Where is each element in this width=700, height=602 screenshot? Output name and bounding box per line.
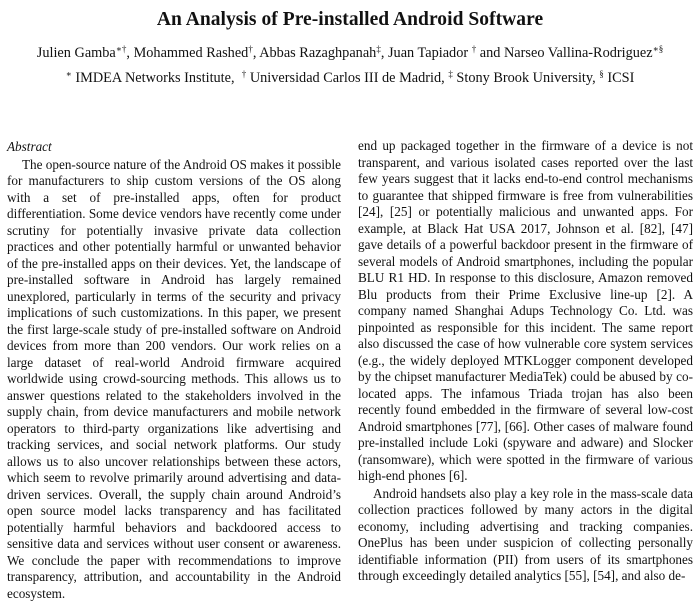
author: Abbas Razaghpanah‡, <box>259 45 388 61</box>
affiliation: § ICSI <box>599 70 634 86</box>
abstract-paragraph: The open-source nature of the Android OS makes it possible for manufacturers to ship custom versions of the OS along with a set of pre-installed apps, often for product differentiation. Some device vendors have recently come under scrutiny for potentially invasive private data collection practices and other potentially harmful or unwanted behavior of the pre-installed apps on their devices. Yet, the landscape of pre-installed software in Android has largely remained unexplored, particularly in terms of the security and privacy implications of such customizations. In this paper, we present the first large-scale study of pre-installed software on Android devices from more than 200 vendors. Our work relies on a large dataset of real-world Android firmware acquired worldwide using crowd-sourcing methods. This allows us to answer questions related to the stakeholders involved in the supply chain, from device manufacturers and mobile network operators to third-party organizations like advertising and tracking services, and social network platforms. Our study allows us to also uncover relationships between these actors, which seem to revolve primarily around advertising and data-driven services. Overall, the supply chain around Android’s open source model lacks transparency and has facilitated potentially harmful behaviors and backdoored access to sensitive data and services without user consent or awareness. We conclude the paper with recommendations to improve transparency, attribution, and accountability in the Android ecosystem. <box>7 157 341 602</box>
left-column <box>7 139 341 602</box>
affiliation-list <box>0 70 700 87</box>
author: Juan Tapiador † and <box>388 45 504 61</box>
paper-title: An Analysis of Pre-installed Android Software <box>0 9 700 31</box>
right-column <box>358 138 693 585</box>
affiliation: ∗ IMDEA Networks Institute, <box>66 70 235 86</box>
author: Julien Gamba∗†, <box>37 45 134 61</box>
author: Mohammed Rashed†, <box>134 45 260 61</box>
affiliation: ‡ Stony Brook University, <box>448 70 595 86</box>
abstract-heading: Abstract <box>7 139 341 156</box>
author-list <box>0 45 700 62</box>
affiliation: † Universidad Carlos III de Madrid, <box>242 70 445 86</box>
body-paragraph: end up packaged together in the firmware of a device is not transparent, and various isolated cases reported over the last few years suggest that it lacks end-to-end control mechanisms to guarantee that shipped firmware is free from vulnerabilities [24], [25] or potentially malicious and unwanted apps. For example, at Black Hat USA 2017, Johnson et al. [82], [47] gave details of a powerful backdoor present in the firmware of several models of Android smartphones, including the popular BLU R1 HD. In response to this disclosure, Amazon removed Blu products from their Prime Exclusive line-up [2]. A company named Shanghai Adups Technology Co. Ltd. was pinpointed as responsible for this incident. The same report also discussed the case of how vulnerable core system services (e.g., the widely deployed MTKLogger component developed by the chipset manufacturer MediaTek) could be abused by co-located apps. The infamous Triada trojan has also been recently found embedded in the firmware of several low-cost Android smartphones [77], [66]. Other cases of malware found pre-installed include Loki (spyware and adware) and Slocker (ransomware), which were spotted in the firmware of various high-end phones [6]. <box>358 138 693 485</box>
body-paragraph: Android handsets also play a key role in the mass-scale data collection practices followed by many actors in the digital economy, including advertising and tracking companies. OnePlus has been under suspicion of collecting personally identifiable information (PII) from users of its smartphones through exceedingly detailed analytics [55], [54], and also de- <box>358 486 693 585</box>
author: Narseo Vallina-Rodriguez∗§ <box>504 45 663 61</box>
